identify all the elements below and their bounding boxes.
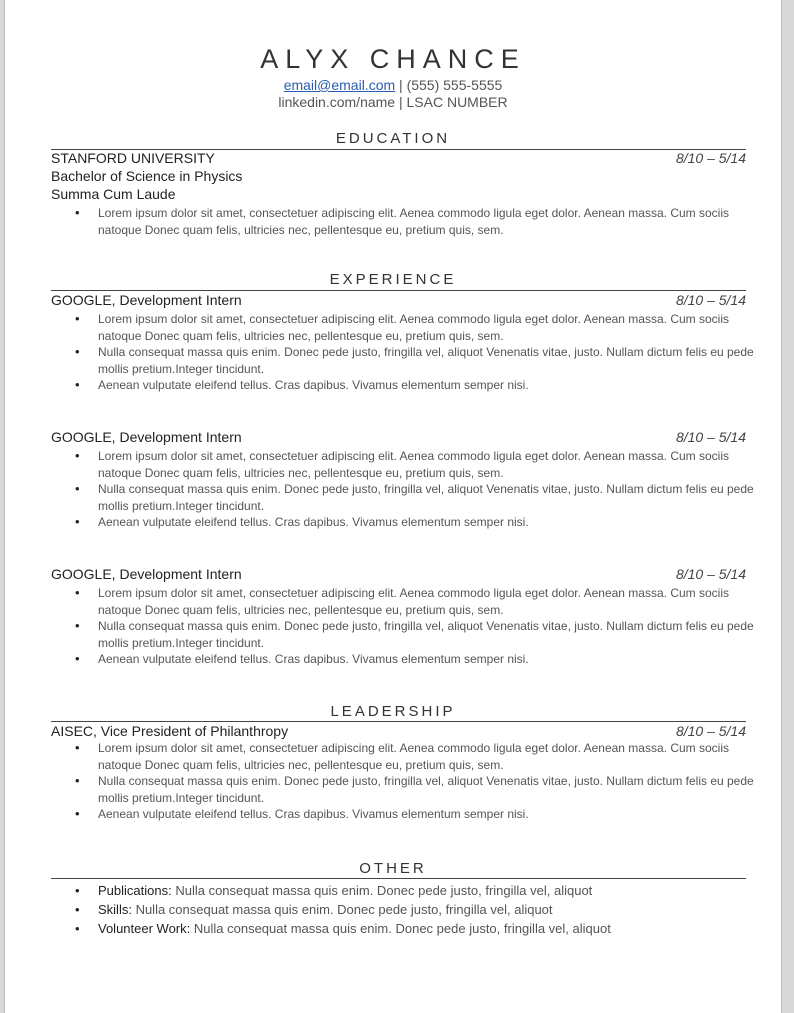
- honor-text: Summa Cum Laude: [51, 186, 176, 202]
- education-dates: 8/10 – 5/14: [675, 150, 746, 166]
- list-item: • Nulla consequat massa quis enim. Donec pede justo, fringilla vel, aliquot Venenatis vitae, justo. Nullam dictum felis eu pede mollis pretium.Integer tincidunt.: [75, 481, 755, 514]
- experience-bullets: [75, 311, 755, 394]
- item-text: Nulla consequat massa quis enim. Donec pede justo, fringilla vel, aliquot: [171, 883, 593, 898]
- role-dates: 8/10 – 5/14: [675, 723, 746, 739]
- section-divider: [51, 290, 746, 291]
- contact-line-2: linkedin.com/name | LSAC NUMBER: [278, 94, 508, 110]
- job-title: GOOGLE, Development Intern: [51, 429, 242, 445]
- email-link[interactable]: email@email.com: [283, 77, 396, 93]
- school-name: STANFORD UNIVERSITY: [51, 150, 215, 166]
- section-title-education: EDUCATION: [335, 130, 451, 147]
- list-item: [75, 881, 755, 900]
- job-dates: 8/10 – 5/14: [675, 429, 746, 445]
- job-title: GOOGLE, Development Intern: [51, 292, 242, 308]
- section-title-experience: EXPERIENCE: [329, 271, 457, 288]
- section-divider: [51, 721, 746, 722]
- item-label: Publications:: [98, 883, 172, 898]
- contact-line-1: [5, 77, 781, 93]
- item-text: Nulla consequat massa quis enim. Donec pede justo, fringilla vel, aliquot: [190, 921, 611, 936]
- role-title: AISEC, Vice President of Philanthropy: [51, 723, 289, 739]
- section-title-leadership: LEADERSHIP: [330, 703, 456, 720]
- job-dates: 8/10 – 5/14: [675, 566, 746, 582]
- job-dates: 8/10 – 5/14: [675, 292, 746, 308]
- list-item: • Lorem ipsum dolor sit amet, consectetuer adipiscing elit. Aenea commodo ligula eget dolor. Aenean massa. Cum sociis natoque Donec quam felis, ultricies nec, pellentesque eu, pretium quis, sem.: [75, 448, 755, 481]
- item-label: Volunteer Work:: [98, 921, 191, 936]
- section-title-other: OTHER: [359, 860, 427, 877]
- degree-text: Bachelor of Science in Physics: [51, 168, 243, 184]
- list-item: • Lorem ipsum dolor sit amet, consectetuer adipiscing elit. Aenea commodo ligula eget dolor. Aenean massa. Cum sociis natoque Donec quam felis, ultricies nec, pellentesque eu, pretium quis, sem.: [75, 585, 755, 618]
- item-label: Skills:: [98, 902, 132, 917]
- list-item: [75, 919, 755, 938]
- other-list: [75, 881, 755, 938]
- list-item: • Lorem ipsum dolor sit amet, consectetuer adipiscing elit. Aenea commodo ligula eget dolor. Aenean massa. Cum sociis natoque Donec quam felis, ultricies nec, pellentesque eu, pretium quis, sem.: [75, 205, 755, 238]
- education-bullets: [75, 205, 755, 238]
- list-item: • Aenean vulputate eleifend tellus. Cras dapibus. Vivamus elementum semper nisi.: [75, 806, 755, 823]
- list-item: • Nulla consequat massa quis enim. Donec pede justo, fringilla vel, aliquot Venenatis vitae, justo. Nullam dictum felis eu pede mollis pretium.Integer tincidunt.: [75, 344, 755, 377]
- leadership-bullets: [75, 740, 755, 823]
- list-item: • Aenean vulputate eleifend tellus. Cras dapibus. Vivamus elementum semper nisi.: [75, 377, 755, 394]
- list-item: • Nulla consequat massa quis enim. Donec pede justo, fringilla vel, aliquot Venenatis vitae, justo. Nullam dictum felis eu pede mollis pretium.Integer tincidunt.: [75, 773, 755, 806]
- phone-text: | (555) 555-5555: [395, 77, 503, 93]
- list-item: • Nulla consequat massa quis enim. Donec pede justo, fringilla vel, aliquot Venenatis vitae, justo. Nullam dictum felis eu pede mollis pretium.Integer tincidunt.: [75, 618, 755, 651]
- list-item: • Lorem ipsum dolor sit amet, consectetuer adipiscing elit. Aenea commodo ligula eget dolor. Aenean massa. Cum sociis natoque Donec quam felis, ultricies nec, pellentesque eu, pretium quis, sem.: [75, 311, 755, 344]
- list-item: [75, 900, 755, 919]
- list-item: • Aenean vulputate eleifend tellus. Cras dapibus. Vivamus elementum semper nisi.: [75, 514, 755, 531]
- resume-page: [4, 0, 782, 1013]
- list-item: • Lorem ipsum dolor sit amet, consectetuer adipiscing elit. Aenea commodo ligula eget dolor. Aenean massa. Cum sociis natoque Donec quam felis, ultricies nec, pellentesque eu, pretium quis, sem.: [75, 740, 755, 773]
- section-divider: [51, 878, 746, 879]
- item-text: Nulla consequat massa quis enim. Donec pede justo, fringilla vel, aliquot: [131, 902, 553, 917]
- experience-bullets: [75, 448, 755, 531]
- job-title: GOOGLE, Development Intern: [51, 566, 242, 582]
- experience-bullets: [75, 585, 755, 668]
- candidate-name: ALYX CHANCE: [260, 44, 526, 74]
- list-item: • Aenean vulputate eleifend tellus. Cras dapibus. Vivamus elementum semper nisi.: [75, 651, 755, 668]
